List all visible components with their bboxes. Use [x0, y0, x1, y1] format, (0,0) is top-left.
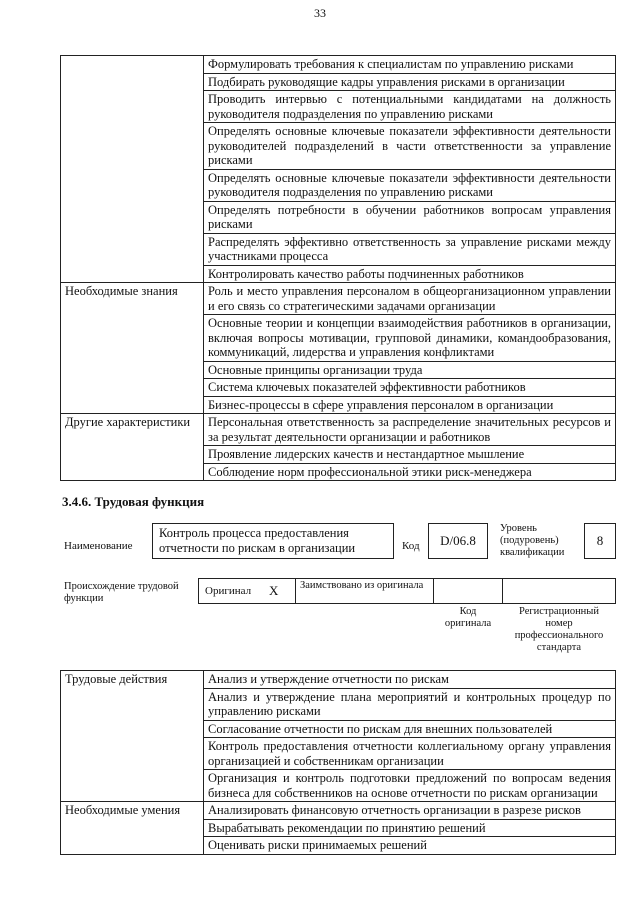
level-label: Уровень (подуровень) квалификации	[500, 523, 565, 558]
list-item: Распределять эффективно ответственность за управление рисками между участниками процесса	[204, 233, 616, 265]
list-item: Проявление лидерских качеств и нестандартное мышление	[204, 446, 616, 464]
list-item: Организация и контроль подготовки предложений по вопросам ведения бизнеса для собственников на основе отчетности по рискам организации	[204, 770, 616, 802]
list-item: Подбирать руководящие кадры управления рисками в организации	[204, 73, 616, 91]
table-row	[61, 414, 616, 446]
table-row	[61, 671, 616, 689]
list-item: Бизнес-процессы в сфере управления персоналом в организации	[204, 396, 616, 414]
group-label: Другие характеристики	[61, 414, 204, 481]
table-row	[61, 56, 616, 74]
group-label: Трудовые действия	[61, 671, 204, 802]
list-item: Вырабатывать рекомендации по принятию решений	[204, 819, 616, 837]
borrowed-label: Заимствовано из оригинала	[300, 580, 424, 591]
code-label: Код	[402, 540, 420, 552]
level-box	[584, 523, 616, 559]
origin-original-cell	[198, 578, 296, 604]
original-label: Оригинал	[205, 585, 252, 597]
list-item: Персональная ответственность за распределение значительных ресурсов и за результат деятельности организации и работников	[204, 414, 616, 446]
group-label: Необходимые знания	[61, 283, 204, 414]
list-item: Анализировать финансовую отчетность организации в разрезе рисков	[204, 802, 616, 820]
list-item: Определять основные ключевые показатели эффективности деятельности руководителя подразделения по управлению рисками	[204, 169, 616, 201]
code-box	[428, 523, 488, 559]
list-item: Соблюдение норм профессиональной этики риск-менеджера	[204, 463, 616, 481]
name-label: Наименование	[64, 540, 133, 552]
list-item: Контролировать качество работы подчиненных работников	[204, 265, 616, 283]
list-item: Система ключевых показателей эффективности работников	[204, 379, 616, 397]
list-item: Оценивать риски принимаемых решений	[204, 837, 616, 855]
table-row	[61, 802, 616, 820]
origin-code-cell	[433, 578, 503, 604]
list-item: Контроль предоставления отчетности коллегиальному органу управления организацией и собственникам организации	[204, 738, 616, 770]
requirements-table-2	[60, 670, 616, 855]
code-caption: Код оригинала	[444, 606, 492, 629]
origin-borrowed-cell	[295, 578, 434, 604]
function-name-box	[152, 523, 394, 559]
level-value: 8	[596, 533, 604, 548]
code-value: D/06.8	[440, 533, 476, 548]
list-item: Проводить интервью с потенциальными кандидатами на должность руководителя подразделения по управлению рисками	[204, 91, 616, 123]
page-number: 33	[314, 6, 326, 20]
function-name-value: Контроль процесса предоставления отчетности по рискам в организации	[159, 526, 356, 555]
origin-reg-cell	[502, 578, 616, 604]
list-item: Определять основные ключевые показатели эффективности деятельности руководителей подразделений в части ответственности за управление рисками	[204, 123, 616, 170]
reg-caption: Регистрационный номер профессионального стандарта	[514, 606, 604, 653]
list-item: Основные принципы организации труда	[204, 361, 616, 379]
section-title: 3.4.6. Трудовая функция	[62, 494, 205, 509]
original-mark: X	[269, 583, 279, 598]
list-item: Роль и место управления персоналом в общеорганизационном управлении и его связь со стратегическими задачами организации	[204, 283, 616, 315]
list-item: Анализ и утверждение отчетности по рискам	[204, 671, 616, 689]
origin-label: Происхождение трудовой функции	[64, 581, 179, 604]
list-item: Определять потребности в обучении работников вопросам управления рисками	[204, 201, 616, 233]
list-item: Анализ и утверждение плана мероприятий и контрольных процедур по управлению рисками	[204, 688, 616, 720]
list-item: Основные теории и концепции взаимодействия работников в организации, включая вопросы мотивации, групповой динамики, командообразования, коммуникаций, лидерства и управления конфликтами	[204, 315, 616, 362]
table-row	[61, 283, 616, 315]
group-label	[61, 56, 204, 283]
list-item: Согласование отчетности по рискам для внешних пользователей	[204, 720, 616, 738]
group-label: Необходимые умения	[61, 802, 204, 855]
requirements-table-1	[60, 55, 616, 481]
list-item: Формулировать требования к специалистам по управлению рисками	[204, 56, 616, 74]
